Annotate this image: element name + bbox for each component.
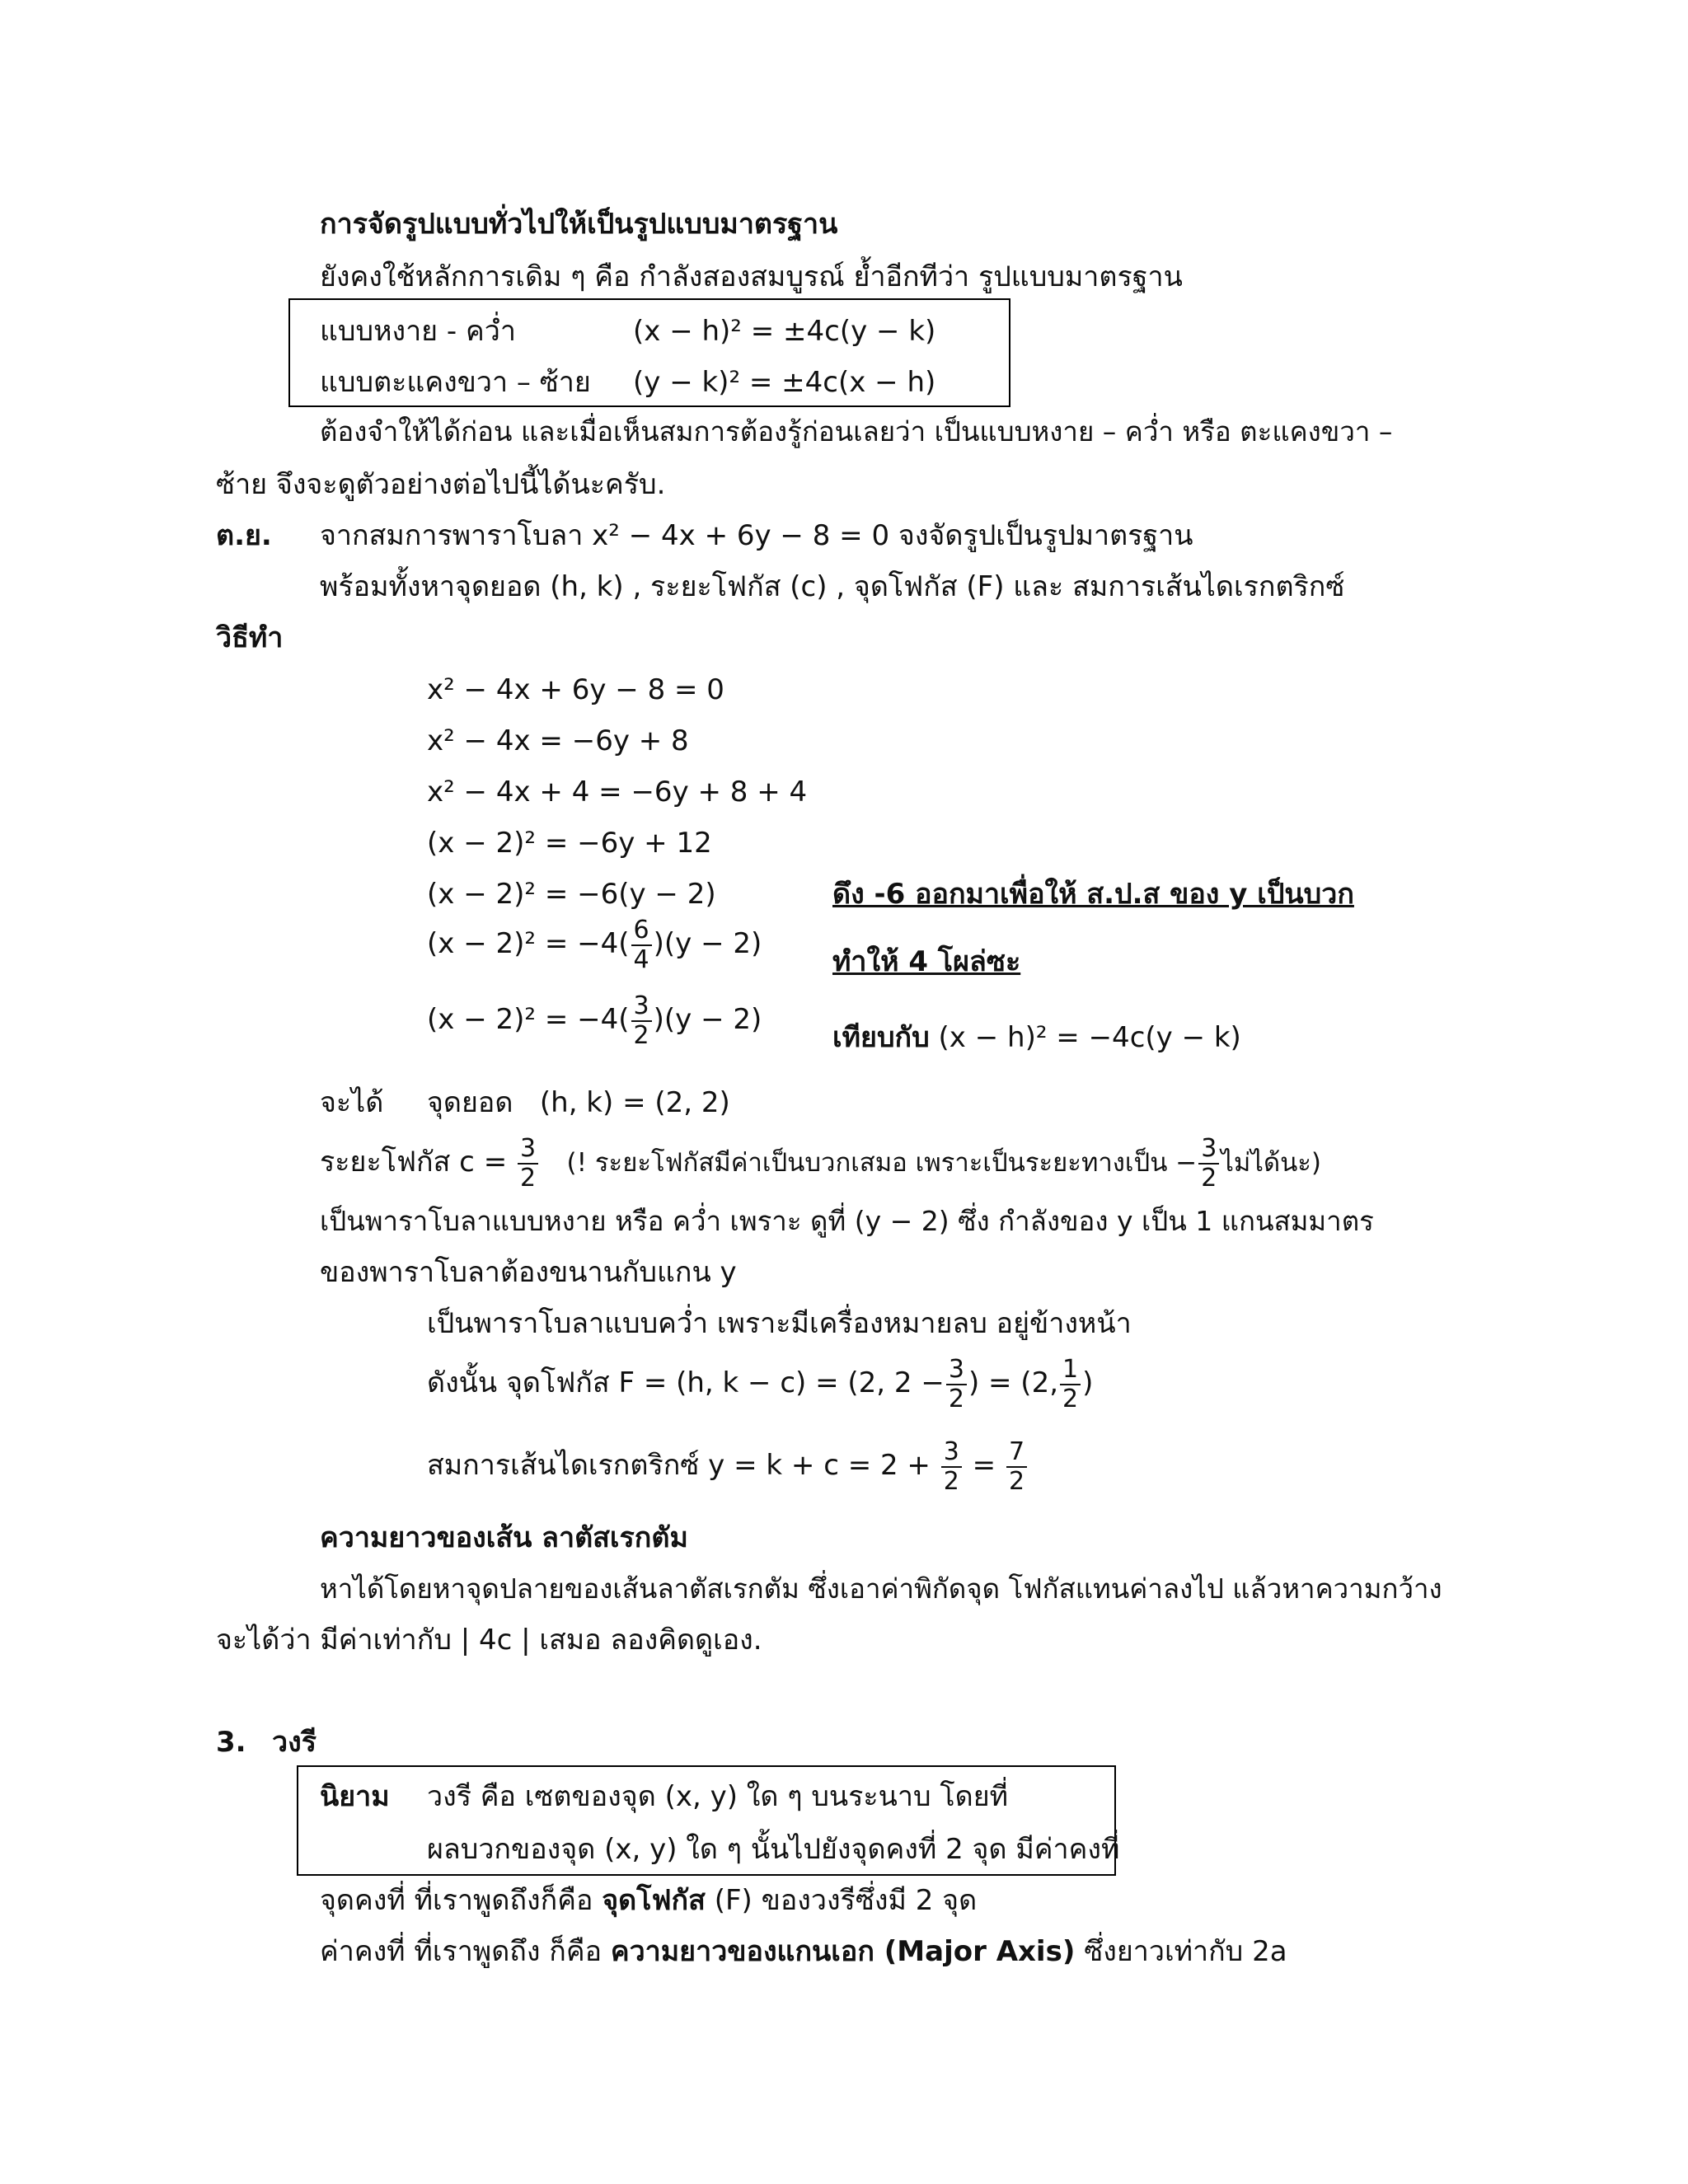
step-6-note: ทำให้ 4 โผล่ซะ	[832, 945, 1021, 978]
directrix-fraction-1	[941, 1438, 962, 1496]
directrix-numerator-1: 3	[941, 1438, 962, 1468]
focal-note-denominator: 2	[1201, 1163, 1217, 1193]
focal-note-numerator: 3	[1198, 1135, 1219, 1165]
example-text-post: จงจัดรูปเป็นรูปมาตรฐาน	[898, 519, 1193, 552]
constant-post: ซึ่งยาวเท่ากับ 2a	[1084, 1935, 1287, 1968]
directrix-numerator-2: 7	[1006, 1438, 1027, 1468]
directrix-denominator-2: 2	[1008, 1466, 1025, 1496]
step-3: x² − 4x + 4 = −6y + 8 + 4	[427, 776, 808, 808]
step-6-denominator: 4	[633, 944, 649, 974]
fixed-points-bold: จุดโฟกัส	[602, 1884, 706, 1917]
example-text	[320, 518, 1193, 554]
focal-fraction	[518, 1135, 538, 1193]
directrix-fraction-2	[1006, 1438, 1027, 1496]
constant-pre: ค่าคงที่ ที่เราพูดถึง ก็คือ	[320, 1935, 603, 1968]
focal-label: ระยะโฟกัส c =	[320, 1146, 508, 1179]
definition-line-1: วงรี คือ เซตของจุด (x, y) ใด ๆ บนระนาบ โดยที่	[427, 1780, 1009, 1813]
focus-mid: ) = (2,	[968, 1366, 1059, 1399]
step-7-fraction	[631, 992, 652, 1050]
fixed-points-pre: จุดคงที่ ที่เราพูดถึงก็คือ	[320, 1884, 593, 1917]
latus-rectum-line-1: หาได้โดยหาจุดปลายของเส้นลาตัสเรกตัม ซึ่งเอาค่าพิกัดจุด โฟกัสแทนค่าลงไป แล้วหาความกว้าง	[320, 1572, 1442, 1605]
memo-line-2: ซ้าย จึงจะดูตัวอย่างต่อไปนี้ได้นะครับ.	[216, 468, 666, 501]
step-6-numerator: 6	[631, 916, 652, 946]
step-6-pre: (x − 2)² = −4(	[427, 927, 630, 960]
fixed-points-line	[320, 1882, 977, 1919]
focus-denominator-1: 2	[948, 1384, 964, 1413]
step-7-numerator: 3	[631, 992, 652, 1022]
focal-line	[320, 1129, 1321, 1196]
step-7-post: )(y − 2)	[653, 1003, 762, 1036]
latus-rectum-line-2: จะได้ว่า มีค่าเท่ากับ | 4c | เสมอ ลองคิดดูเอง.	[216, 1624, 762, 1657]
opens-down-line: เป็นพาราโบลาแบบคว่ำ เพราะมีเครื่องหมายลบ อยู่ข้างหน้า	[427, 1307, 1132, 1340]
focus-pre: ดังนั้น จุดโฟกัส F = (h, k − c) = (2, 2 −	[427, 1366, 945, 1399]
example-equation: x² − 4x + 6y − 8 = 0	[592, 519, 890, 552]
directrix-denominator-1: 2	[943, 1466, 959, 1496]
step-4: (x − 2)² = −6y + 12	[427, 827, 712, 860]
step-7-pre: (x − 2)² = −4(	[427, 1003, 630, 1036]
step-7-denominator: 2	[633, 1020, 649, 1050]
example-line-2: พร้อมทั้งหาจุดยอด (h, k) , ระยะโฟกัส (c) , จุดโฟกัส (F) และ สมการเส้นไดเรกตริกซ์	[320, 570, 1345, 603]
standard-eq-horizontal: (y − k)² = ±4c(x − h)	[633, 366, 936, 399]
constant-bold: ความยาวของแกนเอก (Major Axis)	[610, 1935, 1076, 1968]
definition-label: นิยาม	[320, 1780, 390, 1813]
section-intro: ยังคงใช้หลักการเดิม ๆ คือ กำลังสองสมบูรณ์ ย้ำอีกทีว่า รูปแบบมาตรฐาน	[320, 260, 1183, 293]
standard-label-horizontal: แบบตะแคงขวา – ซ้าย	[320, 366, 591, 399]
vertex-label: จุดยอด	[427, 1086, 513, 1119]
step-6-fraction	[631, 916, 652, 974]
vertex-equation: (h, k) = (2, 2)	[539, 1086, 730, 1119]
step-6	[427, 911, 762, 977]
step-2: x² − 4x = −6y + 8	[427, 724, 689, 757]
ellipse-section-title: วงรี	[272, 1726, 316, 1759]
focus-post: )	[1082, 1366, 1094, 1399]
ellipse-section-number: 3.	[216, 1726, 246, 1759]
definition-line-2: ผลบวกของจุด (x, y) ใด ๆ นั้นไปยังจุดคงที่ 2 จุด มีค่าคงที่	[427, 1833, 1120, 1866]
focus-fraction-2	[1060, 1356, 1081, 1413]
memo-line-1: ต้องจำให้ได้ก่อน และเมื่อเห็นสมการต้องรู้ก่อนเลยว่า เป็นแบบหงาย – คว่ำ หรือ ตะแคงขวา –	[320, 415, 1393, 448]
standard-eq-vertical: (x − h)² = ±4c(y − k)	[633, 315, 936, 348]
step-7-note	[832, 1019, 1241, 1056]
step-5: (x − 2)² = −6(y − 2)	[427, 878, 716, 911]
result-label: จะได้	[320, 1086, 384, 1119]
axis-line-2: ของพาราโบลาต้องขนานกับแกน y	[320, 1256, 737, 1289]
focus-line	[427, 1350, 1093, 1416]
focus-fraction-1	[946, 1356, 967, 1413]
solution-label: วิธีทำ	[216, 621, 284, 654]
focus-numerator-2: 1	[1060, 1356, 1081, 1385]
section-title: การจัดรูปแบบทั่วไปให้เป็นรูปแบบมาตรฐาน	[320, 208, 838, 241]
focal-denominator: 2	[520, 1163, 537, 1193]
step-7-note-equation: (x − h)² = −4c(y − k)	[938, 1021, 1241, 1054]
focus-numerator-1: 3	[946, 1356, 967, 1385]
directrix-pre: สมการเส้นไดเรกตริกซ์ y = k + c = 2 +	[427, 1449, 931, 1482]
latus-rectum-title: ความยาวของเส้น ลาตัสเรกตัม	[320, 1521, 688, 1554]
focal-numerator: 3	[518, 1135, 538, 1165]
example-text-pre: จากสมการพาราโบลา	[320, 519, 584, 552]
standard-label-vertical: แบบหงาย - คว่ำ	[320, 315, 516, 348]
focal-note-post: ไม่ได้นะ)	[1221, 1148, 1322, 1178]
step-6-post: )(y − 2)	[653, 927, 762, 960]
directrix-equals: =	[972, 1449, 996, 1482]
focal-note-fraction	[1198, 1135, 1219, 1193]
axis-line-1: เป็นพาราโบลาแบบหงาย หรือ คว่ำ เพราะ ดูที่ (y − 2) ซึ่ง กำลังของ y เป็น 1 แกนสมมาตร	[320, 1205, 1374, 1237]
step-5-note: ดึง -6 ออกมาเพื่อให้ ส.ป.ส ของ y เป็นบวก	[832, 878, 1354, 911]
focus-denominator-2: 2	[1062, 1384, 1079, 1413]
focal-note-pre: (! ระยะโฟกัสมีค่าเป็นบวกเสมอ เพราะเป็นระยะทางเป็น −	[566, 1148, 1198, 1178]
example-label: ต.ย.	[216, 519, 272, 552]
step-7-note-label: เทียบกับ	[832, 1021, 930, 1054]
fixed-points-post: (F) ของวงรีซึ่งมี 2 จุด	[714, 1884, 978, 1917]
directrix-line	[427, 1432, 1029, 1498]
vertex-line	[427, 1085, 730, 1121]
step-7	[427, 987, 762, 1052]
constant-line	[320, 1933, 1287, 1970]
step-1: x² − 4x + 6y − 8 = 0	[427, 673, 724, 706]
